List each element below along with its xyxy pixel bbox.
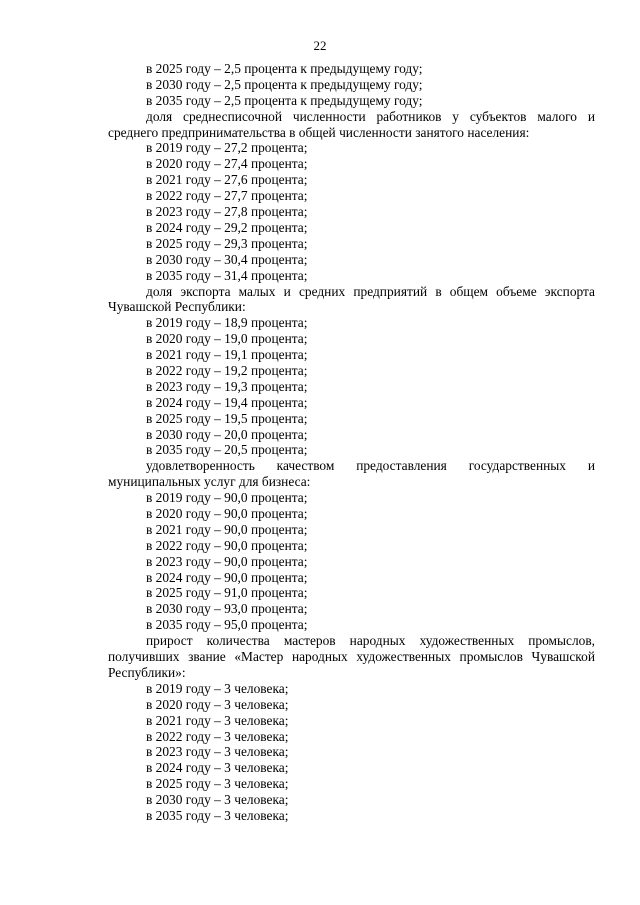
list-item: в 2024 году – 3 человека;: [146, 760, 289, 776]
list-item: в 2030 году – 30,4 процента;: [146, 251, 308, 267]
page-number: 22: [313, 38, 327, 53]
list-item: в 2024 году – 29,2 процента;: [146, 219, 308, 235]
document-body: [108, 61, 595, 824]
list-item: в 2025 году – 3 человека;: [146, 776, 289, 792]
list-item: в 2025 году – 19,5 процента;: [146, 410, 308, 426]
list-item: в 2021 году – 90,0 процента;: [146, 521, 308, 537]
list-item: в 2035 году – 2,5 процента к предыдущему году;: [146, 92, 423, 108]
indicator-heading: доля экспорта малых и средних предприятий в общем объеме экспорта Чувашской Республики:: [108, 283, 595, 315]
list-item: в 2023 году – 90,0 процента;: [146, 553, 308, 569]
list-item: в 2024 году – 19,4 процента;: [146, 394, 308, 410]
list-item: в 2021 году – 19,1 процента;: [146, 347, 308, 363]
indicator-heading: удовлетворенность качеством предоставления государственных и муниципальных услуг для бизнеса:: [108, 458, 595, 490]
indicator-heading: прирост количества мастеров народных художественных промыслов, получивших звание «Мастер народных художественных промыслов Чувашской Республики»:: [108, 633, 595, 680]
list-item: в 2021 году – 27,6 процента;: [146, 172, 308, 188]
list-item: в 2035 году – 95,0 процента;: [146, 617, 308, 633]
list-item: в 2022 году – 19,2 процента;: [146, 362, 308, 378]
list-item: в 2020 году – 3 человека;: [146, 696, 289, 712]
list-item: в 2022 году – 27,7 процента;: [146, 188, 308, 204]
list-item: в 2020 году – 27,4 процента;: [146, 156, 308, 172]
list-item: в 2035 году – 31,4 процента;: [146, 267, 308, 283]
list-item: в 2019 году – 18,9 процента;: [146, 315, 308, 331]
list-item: в 2035 году – 20,5 процента;: [146, 442, 308, 458]
list-item: в 2035 году – 3 человека;: [146, 808, 289, 823]
list-item: в 2019 году – 90,0 процента;: [146, 490, 308, 506]
list-item: в 2030 году – 3 человека;: [146, 792, 289, 808]
list-item: в 2024 году – 90,0 процента;: [146, 569, 308, 585]
list-item: в 2025 году – 29,3 процента;: [146, 235, 308, 251]
list-item: в 2019 году – 3 человека;: [146, 680, 289, 696]
list-item: в 2019 году – 27,2 процента;: [146, 140, 308, 156]
list-item: в 2021 году – 3 человека;: [146, 712, 289, 728]
list-item: в 2025 году – 91,0 процента;: [146, 585, 308, 601]
list-item: в 2022 году – 90,0 процента;: [146, 537, 308, 553]
list-item: в 2020 году – 19,0 процента;: [146, 331, 308, 347]
list-item: в 2023 году – 19,3 процента;: [146, 378, 308, 394]
list-item: в 2025 году – 2,5 процента к предыдущему году;: [146, 61, 423, 76]
list-item: в 2030 году – 2,5 процента к предыдущему году;: [146, 76, 423, 92]
list-item: в 2022 году – 3 человека;: [146, 728, 289, 744]
list-item: в 2020 году – 90,0 процента;: [146, 506, 308, 522]
list-item: в 2023 году – 27,8 процента;: [146, 204, 308, 220]
list-item: в 2030 году – 93,0 процента;: [146, 601, 308, 617]
list-item: в 2030 году – 20,0 процента;: [146, 426, 308, 442]
indicator-heading: доля среднесписочной численности работников у субъектов малого и среднего предпринимательства в общей численности занятого населения:: [108, 108, 595, 140]
list-item: в 2023 году – 3 человека;: [146, 744, 289, 760]
